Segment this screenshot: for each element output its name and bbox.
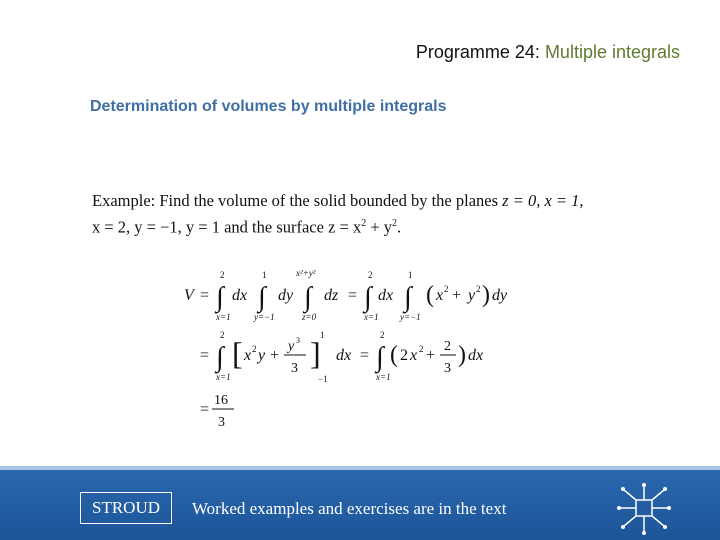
- math-line-3: [200, 393, 234, 430]
- svg-text:y: y: [288, 339, 295, 354]
- svg-text:2: 2: [419, 344, 424, 354]
- svg-text:=: =: [200, 347, 210, 364]
- svg-text:=: =: [200, 287, 210, 304]
- svg-text:=: =: [200, 401, 210, 418]
- svg-text:dz: dz: [324, 287, 339, 304]
- svg-text:∫: ∫: [258, 282, 266, 313]
- svg-text:∫: ∫: [404, 282, 412, 313]
- svg-text:dy: dy: [492, 287, 508, 304]
- svg-text:3: 3: [296, 336, 300, 345]
- svg-text:2: 2: [400, 347, 408, 364]
- svg-text:x: x: [436, 287, 444, 304]
- svg-text:dx: dx: [468, 347, 484, 364]
- example-sup-1: 2: [361, 218, 367, 229]
- math-line-2: [200, 330, 483, 384]
- svg-text:dx: dx: [378, 287, 394, 304]
- svg-text:V: V: [184, 287, 194, 304]
- example-text-1: : Find the volume of the solid bounded by the planes: [150, 191, 503, 210]
- svg-text:2: 2: [380, 330, 385, 340]
- programme-header: [416, 42, 680, 63]
- svg-text:dx: dx: [336, 347, 352, 364]
- math-derivation: [178, 262, 538, 442]
- math-svg: [178, 262, 538, 442]
- svg-text:dy: dy: [278, 287, 294, 304]
- example-plus: + y: [366, 217, 393, 237]
- footer-bar: [0, 466, 720, 540]
- svg-text:+: +: [452, 287, 462, 304]
- svg-text:2: 2: [476, 284, 481, 294]
- svg-text:2: 2: [444, 339, 451, 354]
- svg-text:2: 2: [368, 270, 373, 280]
- svg-text:=: =: [348, 287, 358, 304]
- svg-text:]: ]: [310, 335, 321, 371]
- svg-text:z=0: z=0: [302, 312, 317, 322]
- footer-note: Worked examples and exercises are in the text: [192, 499, 507, 518]
- svg-text:x=1: x=1: [216, 312, 231, 322]
- svg-text:): ): [482, 282, 490, 308]
- svg-text:∫: ∫: [376, 342, 384, 373]
- svg-text:x=1: x=1: [216, 372, 231, 382]
- svg-text:y: y: [258, 347, 266, 364]
- svg-text:∫: ∫: [216, 342, 224, 373]
- svg-text:x=1: x=1: [364, 312, 379, 322]
- svg-text:1: 1: [320, 330, 325, 340]
- svg-text:∫: ∫: [304, 282, 312, 313]
- example-sup-2: 2: [392, 218, 398, 229]
- svg-text:16: 16: [214, 393, 228, 408]
- svg-text:dx: dx: [232, 287, 248, 304]
- svg-text:=: =: [360, 347, 370, 364]
- svg-text:): ): [458, 342, 466, 368]
- stroud-logo: STROUD: [80, 492, 172, 524]
- svg-text:(: (: [390, 342, 398, 368]
- example-end: .: [397, 217, 402, 237]
- svg-text:y=−1: y=−1: [400, 312, 421, 322]
- svg-text:∫: ∫: [216, 282, 224, 313]
- svg-text:2: 2: [220, 270, 225, 280]
- svg-text:1: 1: [262, 270, 267, 280]
- programme-topic: Multiple integrals: [544, 42, 680, 62]
- slide-subtitle: Determination of volumes by multiple integrals: [90, 98, 447, 115]
- svg-text:∫: ∫: [364, 282, 372, 313]
- svg-text:3: 3: [218, 415, 225, 430]
- example-text-2: x = 2, y = −1, y = 1 and the surface z = x: [92, 217, 362, 237]
- svg-text:2: 2: [444, 284, 449, 294]
- svg-text:+: +: [270, 347, 280, 364]
- svg-text:3: 3: [444, 361, 451, 376]
- svg-text:3: 3: [291, 361, 298, 376]
- svg-text:−1: −1: [318, 374, 328, 384]
- svg-text:2: 2: [252, 344, 257, 354]
- svg-text:[: [: [232, 335, 243, 371]
- svg-text:+: +: [426, 347, 436, 364]
- svg-text:y: y: [468, 287, 476, 304]
- svg-text:(: (: [426, 282, 434, 308]
- svg-text:x: x: [410, 347, 418, 364]
- svg-text:1: 1: [408, 270, 413, 280]
- example-label: Example: [92, 191, 151, 210]
- programme-number: Programme 24:: [415, 42, 540, 62]
- example-eq-1: z = 0, x = 1,: [502, 191, 584, 210]
- svg-text:x=1: x=1: [376, 372, 391, 382]
- math-line-1: [184, 268, 508, 322]
- svg-text:y=−1: y=−1: [254, 312, 275, 322]
- svg-text:2: 2: [220, 330, 225, 340]
- example-paragraph: [92, 189, 692, 239]
- network-icon: [614, 480, 674, 538]
- svg-text:x²+y²: x²+y²: [296, 268, 316, 278]
- svg-text:x: x: [244, 347, 252, 364]
